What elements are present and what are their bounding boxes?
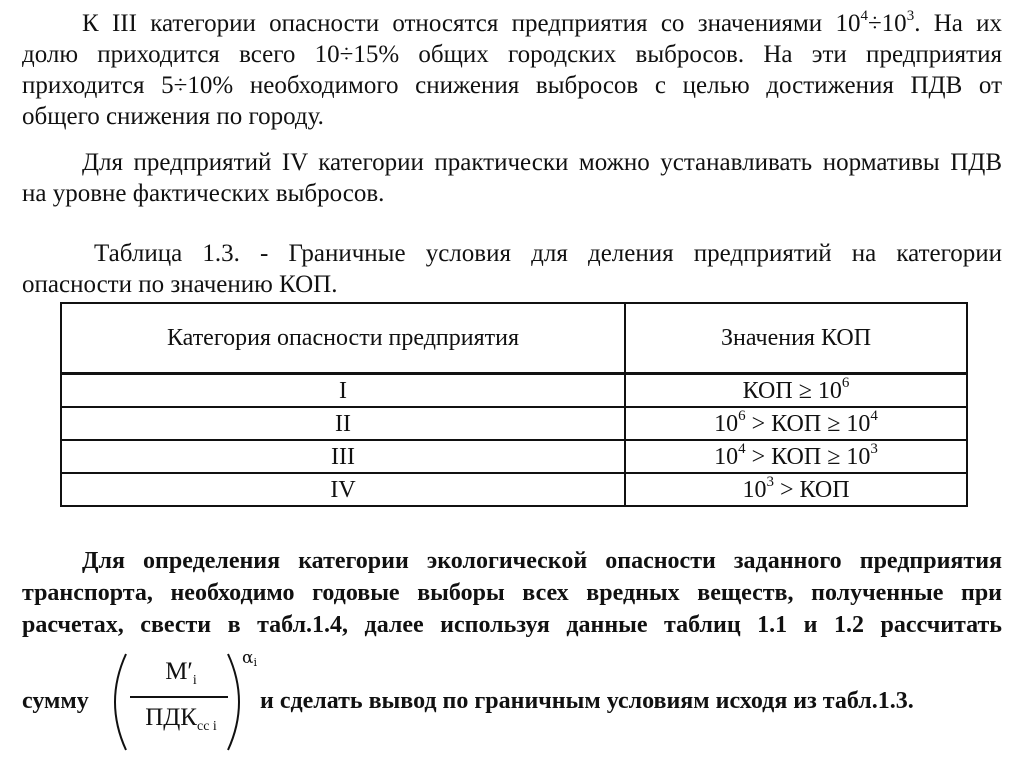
- paragraph-category-4: [22, 147, 1002, 209]
- header-category: Категория опасности предприятия: [61, 303, 625, 374]
- kop-formula: [102, 648, 258, 755]
- para2-line1: Для предприятий IV категории практически можно устанавливать нормативы ПДВ: [82, 149, 1002, 176]
- bold-line2: транспорта, необходимо годовые выборы всех вредных веществ, полученные при: [22, 580, 1002, 606]
- formula-row: [22, 650, 1002, 755]
- table-row: [61, 407, 967, 440]
- para1-line3: приходится 5÷10% необходимого снижения выбросов с целью достижения ПДВ от: [22, 72, 1002, 99]
- table-header-row: [61, 303, 967, 374]
- kop-table: [60, 302, 968, 507]
- row-category: IV: [61, 473, 625, 506]
- table-caption: [22, 238, 1002, 300]
- row-category: I: [61, 374, 625, 408]
- paragraph-category-3: [22, 8, 1002, 132]
- table-row: [61, 374, 967, 408]
- para2-line2: на уровне фактических выбросов.: [22, 180, 385, 207]
- formula-numerator: $M'_i$: [165, 658, 197, 688]
- fraction-bar: [130, 696, 228, 698]
- formula-denominator: $ПДК_{cc i}$: [145, 704, 217, 734]
- caption-line1: Таблица 1.3. - Граничные условия для деления предприятий на категории: [94, 240, 1002, 267]
- bold-line3: расчетах, свести в табл.1.4, далее используя данные таблиц 1.1 и 1.2 рассчитать: [22, 612, 1002, 638]
- bold-line1: Для определения категории экологической опасности заданного предприятия: [82, 548, 1002, 574]
- formula-exponent: $\alpha_i$: [242, 648, 258, 669]
- para1-line2: долю приходится всего 10÷15% общих городских выбросов. На эти предприятия: [22, 41, 1002, 68]
- para1-line4: общего снижения по городу.: [22, 103, 324, 130]
- table-row: [61, 440, 967, 473]
- row-category: III: [61, 440, 625, 473]
- row-category: II: [61, 407, 625, 440]
- row-kop-value: $10^3$ > КОП: [625, 473, 967, 506]
- row-kop-value: $10^4$ > КОП ≥ $10^3$: [625, 440, 967, 473]
- sum-word: сумму: [22, 688, 89, 714]
- table-row: [61, 473, 967, 506]
- instruction-paragraph: [22, 545, 1002, 641]
- para1-line1: К III категории опасности относятся предприятия со значениями $10^4\div 10^3$. На их: [82, 8, 1003, 37]
- caption-line2: опасности по значению КОП.: [22, 271, 338, 298]
- row-kop-value: $10^6$ > КОП ≥ $10^4$: [625, 407, 967, 440]
- conclusion-text: и сделать вывод по граничным условиям исходя из табл.1.3.: [260, 688, 914, 714]
- row-kop-value: КОП ≥ $10^6$: [625, 374, 967, 408]
- header-kop-values: Значения КОП: [625, 303, 967, 374]
